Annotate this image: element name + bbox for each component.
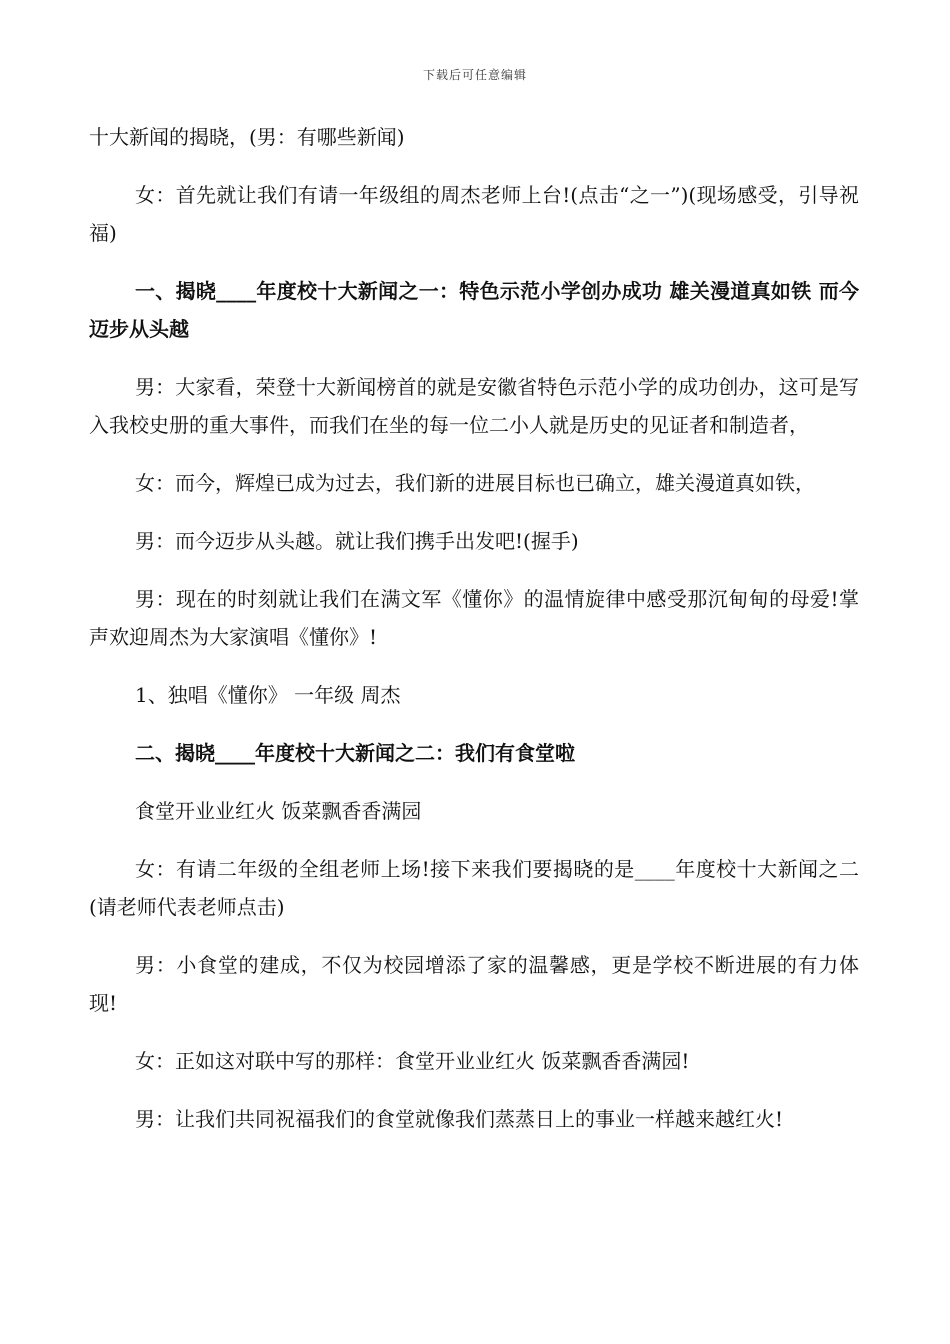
paragraph-female-couplet: 女：正如这对联中写的那样：食堂开业业红火 饭菜飘香香满园!	[135, 1049, 690, 1073]
paragraph-female-grade2: 女：有请二年级的全组老师上场!接下来我们要揭晓的是____年度校十大新闻之二(请老师代表老师点击)	[89, 857, 859, 919]
paragraph-female-glory: 女：而今，辉煌已成为过去，我们新的进展目标也已确立，雄关漫道真如铁，	[135, 471, 815, 495]
paragraph-female-invite: 女：首先就让我们有请一年级组的周杰老师上台!(点击“之一”)(现场感受，引导祝福)	[89, 183, 859, 245]
paragraph-intro: 十大新闻的揭晓，(男：有哪些新闻)	[89, 125, 405, 149]
paragraph-male-canteen: 男：小食堂的建成，不仅为校园增添了家的温馨感，更是学校不断进展的有力体现!	[89, 953, 859, 1015]
document-body	[89, 118, 859, 1158]
paragraph-male-blessing: 男：让我们共同祝福我们的食堂就像我们蒸蒸日上的事业一样越来越红火!	[135, 1107, 784, 1131]
program-item-1: 1、独唱《懂你》 一年级 周杰	[135, 683, 401, 707]
page-header: 下载后可任意编辑	[422, 68, 527, 82]
section-heading-2: 二、揭晓____年度校十大新闻之二：我们有食堂啦	[135, 741, 575, 765]
section-heading-1: 一、揭晓____年度校十大新闻之一：特色示范小学创办成功 雄关漫道真如铁 而今迈步从头越	[89, 279, 859, 341]
paragraph-male-song-intro: 男：现在的时刻就让我们在满文军《懂你》的温情旋律中感受那沉甸甸的母爱!掌声欢迎周杰为大家演唱《懂你》!	[89, 587, 859, 649]
paragraph-male-start: 男：而今迈步从头越。就让我们携手出发吧!(握手)	[135, 529, 579, 553]
couplet-line: 食堂开业业红火 饭菜飘香香满园	[135, 799, 422, 823]
paragraph-male-look: 男：大家看，荣登十大新闻榜首的就是安徽省特色示范小学的成功创办，这可是写入我校史册的重大事件，而我们在坐的每一位二小人就是历史的见证者和制造者，	[89, 375, 859, 437]
